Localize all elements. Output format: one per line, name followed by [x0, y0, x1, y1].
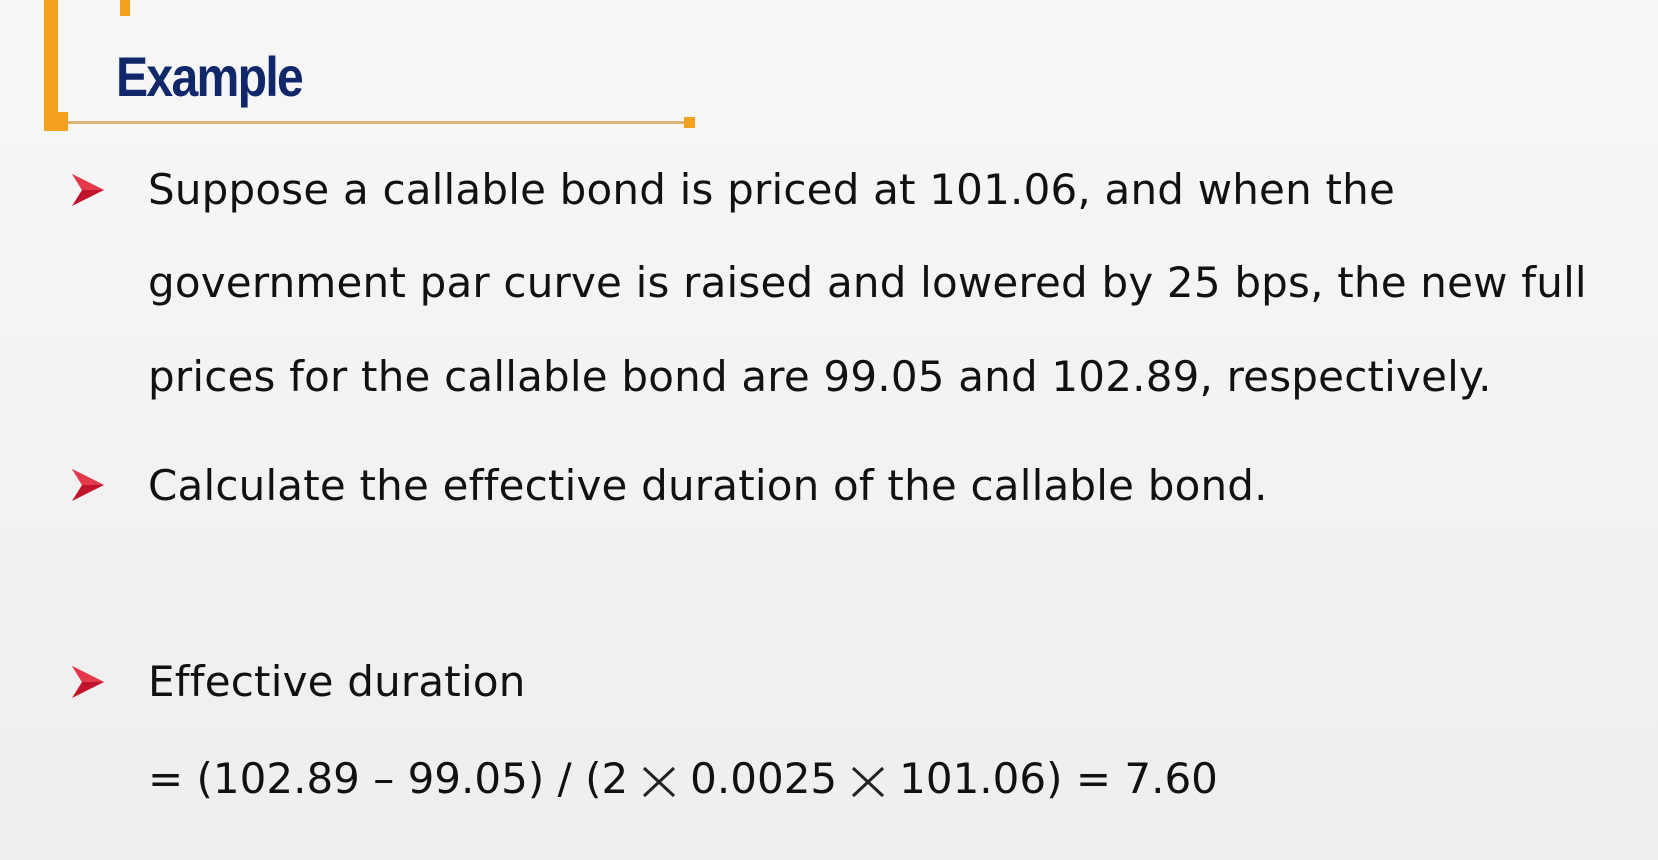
title-frame-inner	[58, 0, 70, 112]
bullet-3-line-1: Effective duration	[148, 657, 526, 706]
formula-part-3: 101.06) = 7.60	[899, 754, 1218, 803]
effective-duration-formula	[148, 754, 1218, 804]
title-underline-dot	[684, 117, 695, 128]
title-frame-hook	[68, 0, 130, 16]
arrow-bullet-icon	[70, 467, 106, 503]
arrow-bullet-icon	[70, 172, 106, 208]
slide-title: Example	[116, 45, 303, 108]
formula-part-1: = (102.89 – 99.05) / (2	[148, 754, 629, 803]
bullet-1-line-3: prices for the callable bond are 99.05 and 102.89, respectively.	[148, 352, 1492, 401]
multiply-icon	[847, 765, 889, 799]
formula-part-2: 0.0025	[690, 754, 838, 803]
title-underline	[68, 121, 688, 124]
bullet-2-line-1: Calculate the effective duration of the callable bond.	[148, 461, 1268, 510]
bullet-1-line-2: government par curve is raised and lowered by 25 bps, the new full	[148, 258, 1587, 307]
bullet-1-line-1: Suppose a callable bond is priced at 101.06, and when the	[148, 165, 1395, 214]
multiply-icon	[638, 765, 680, 799]
arrow-bullet-icon	[70, 664, 106, 700]
